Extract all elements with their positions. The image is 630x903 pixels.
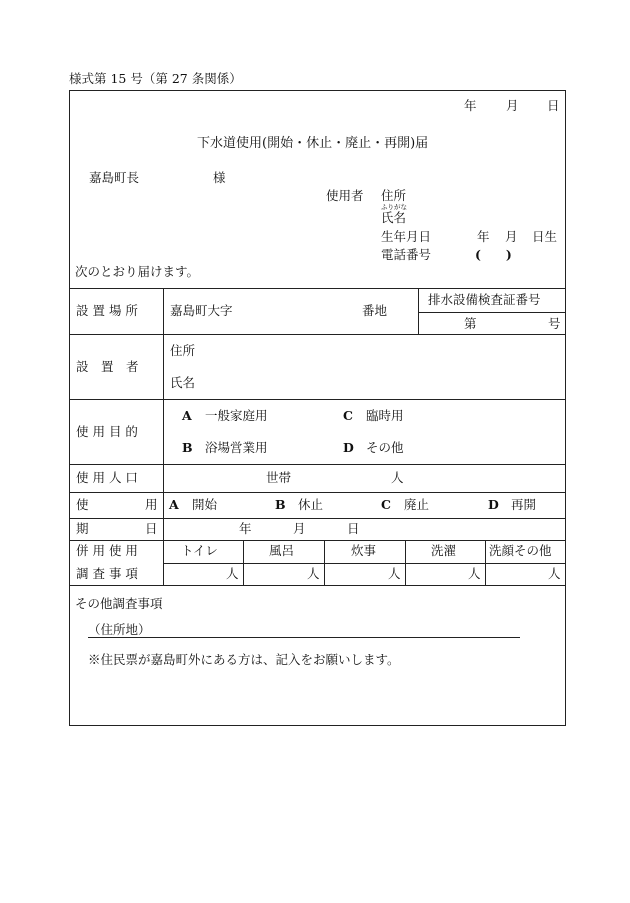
purpose-option-a: 一般家庭用 <box>205 408 268 423</box>
row-line <box>69 585 565 586</box>
form-border-right <box>565 90 566 726</box>
purpose-letter-a: A <box>182 408 192 423</box>
period-month: 月 <box>293 521 306 536</box>
date-month: 月 <box>506 98 519 113</box>
addressee-name: 嘉島町長 <box>89 170 140 185</box>
row-line <box>69 464 565 465</box>
purpose-option-d: その他 <box>366 440 404 455</box>
location-label: 設 置 場 所 <box>76 303 138 318</box>
form-border-bottom <box>69 725 565 726</box>
combined-label-1: 併 用 使 用 <box>76 543 138 558</box>
date-day: 日 <box>547 98 560 113</box>
notice-text: 次のとおり届けます。 <box>75 264 200 279</box>
period-year: 年 <box>239 521 252 536</box>
row-line <box>69 492 565 493</box>
population-label: 使 用 人 口 <box>76 470 138 485</box>
col-line <box>418 288 419 334</box>
residence-underline <box>88 637 520 638</box>
purpose-option-c: 臨時用 <box>366 408 404 423</box>
form-border-left <box>69 90 70 726</box>
purpose-letter-d: D <box>343 440 354 455</box>
households-unit: 世帯 <box>266 470 292 485</box>
applicant-address-label: 住所 <box>381 188 407 203</box>
usage-label-right: 用 <box>145 497 158 512</box>
row-line <box>69 399 565 400</box>
purpose-label: 使 用 目 的 <box>76 424 138 439</box>
column-laundry: 洗濯 <box>431 543 457 558</box>
location-banchi: 番地 <box>362 303 388 318</box>
period-label-left: 期 <box>76 521 89 536</box>
unit-persons-cooking: 人 <box>388 566 401 581</box>
usage-option-c: 廃止 <box>404 497 430 512</box>
row-line <box>163 563 565 564</box>
purpose-letter-c: C <box>343 408 353 423</box>
installer-address-label: 住所 <box>170 343 196 358</box>
persons-unit: 人 <box>391 470 404 485</box>
residence-note: ※住民票が嘉島町外にある方は、記入をお願いします。 <box>88 652 400 667</box>
cert-dai: 第 <box>464 316 477 331</box>
birth-year: 年 <box>477 229 490 244</box>
usage-option-d: 再開 <box>511 497 537 512</box>
installer-label: 設 置 者 <box>76 359 139 374</box>
row-line <box>69 518 565 519</box>
birthdate-label: 生年月日 <box>381 229 432 244</box>
row-line <box>69 288 565 289</box>
applicant-name-label: 氏名 <box>381 210 407 225</box>
purpose-option-b: 浴場営業用 <box>205 440 268 455</box>
usage-option-a: 開始 <box>192 497 218 512</box>
cert-go: 号 <box>548 316 561 331</box>
purpose-letter-b: B <box>182 440 193 455</box>
period-label-right: 日 <box>145 521 158 536</box>
row-line <box>69 540 565 541</box>
installer-name-label: 氏名 <box>170 375 196 390</box>
col-line <box>324 540 325 585</box>
col-line <box>163 288 164 585</box>
column-bath: 風呂 <box>269 543 295 558</box>
row-line <box>69 334 565 335</box>
usage-letter-a: A <box>169 497 179 512</box>
date-year: 年 <box>464 98 477 113</box>
column-cooking: 炊事 <box>351 543 377 558</box>
applicant-role: 使用者 <box>326 188 364 203</box>
unit-persons-other: 人 <box>548 566 561 581</box>
usage-letter-c: C <box>381 497 391 512</box>
usage-label-left: 使 <box>76 497 89 512</box>
period-day: 日 <box>347 521 360 536</box>
furigana-label: ふりがな <box>381 203 407 211</box>
phone-label: 電話番号 <box>381 247 432 262</box>
col-line <box>405 540 406 585</box>
cert-number-header: 排水設備検査証番号 <box>428 292 541 307</box>
unit-persons-bath: 人 <box>307 566 320 581</box>
usage-option-b: 休止 <box>298 497 324 512</box>
col-line <box>485 540 486 585</box>
form-number: 様式第 15 号（第 27 条関係） <box>69 71 242 86</box>
phone-paren: ( ) <box>475 247 512 262</box>
unit-persons-laundry: 人 <box>468 566 481 581</box>
page-title: 下水道使用(開始・休止・廃止・再開)届 <box>197 136 429 151</box>
column-toilet: トイレ <box>181 543 218 558</box>
birth-day-suffix: 日生 <box>532 229 558 244</box>
addressee-honorific: 様 <box>213 170 226 185</box>
form-border-top <box>69 90 565 91</box>
location-prefix: 嘉島町大字 <box>170 303 233 318</box>
birth-month: 月 <box>505 229 518 244</box>
other-survey-label: その他調査事項 <box>75 596 163 611</box>
unit-persons-toilet: 人 <box>226 566 239 581</box>
row-line <box>418 312 565 313</box>
col-line <box>243 540 244 585</box>
usage-letter-b: B <box>275 497 286 512</box>
combined-label-2: 調 査 事 項 <box>76 566 138 581</box>
usage-letter-d: D <box>488 497 499 512</box>
column-washface-other: 洗顔その他 <box>489 543 552 558</box>
residence-label: （住所地） <box>88 622 151 637</box>
